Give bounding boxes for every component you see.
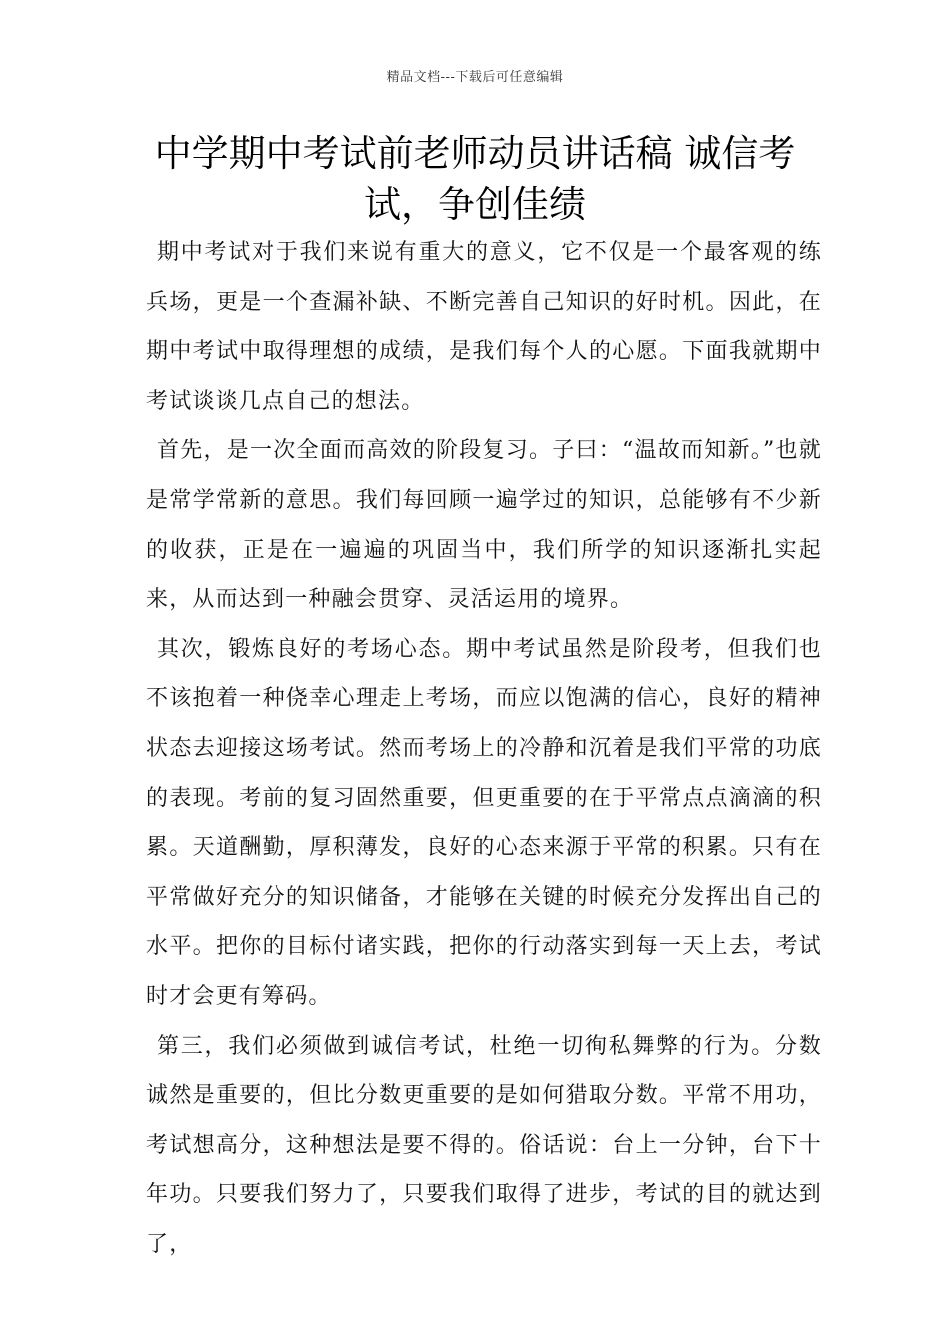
paragraph: 其次，锻炼良好的考场心态。期中考试虽然是阶段考，但我们也不该抱着一种侥幸心理走上考场，而应以饱满的信心，良好的精神状态去迎接这场考试。然而考场上的冷静和沉着是我们平常的功底的表现。考前的复习固然重要，但更重要的在于平常点点滴滴的积累。天道酬勤，厚积薄发，良好的心态来源于平常的积累。只有在平常做好充分的知识储备，才能够在关键的时候充分发挥出自己的水平。把你的目标付诸实践，把你的行动落实到每一天上去，考试时才会更有筹码。 <box>146 636 822 1009</box>
document-body <box>146 228 822 1269</box>
paragraph: 期中考试对于我们来说有重大的意义，它不仅是一个最客观的练兵场，更是一个查漏补缺、不断完善自己知识的好时机。因此，在期中考试中取得理想的成绩，是我们每个人的心愿。下面我就期中考试谈谈几点自己的想法。 <box>146 240 822 414</box>
header-note: 精品文档---下载后可任意编辑 <box>386 70 564 85</box>
paragraph: 首先，是一次全面而高效的阶段复习。子曰：“温故而知新。”也就是常学常新的意思。我们每回顾一遍学过的知识，总能够有不少新的收获，正是在一遍遍的巩固当中，我们所学的知识逐渐扎实起来，从而达到一种融会贯穿、灵活运用的境界。 <box>146 438 822 613</box>
paragraph: 第三，我们必须做到诚信考试，杜绝一切徇私舞弊的行为。分数诚然是重要的，但比分数更重要的是如何猎取分数。平常不用功，考试想高分，这种想法是要不得的。俗话说：台上一分钟，台下十年功。只要我们努力了，只要我们取得了进步，考试的目的就达到了， <box>146 1033 822 1257</box>
document-title: 中学期中考试前老师动员讲话稿 诚信考试，争创佳绩 <box>154 132 796 226</box>
